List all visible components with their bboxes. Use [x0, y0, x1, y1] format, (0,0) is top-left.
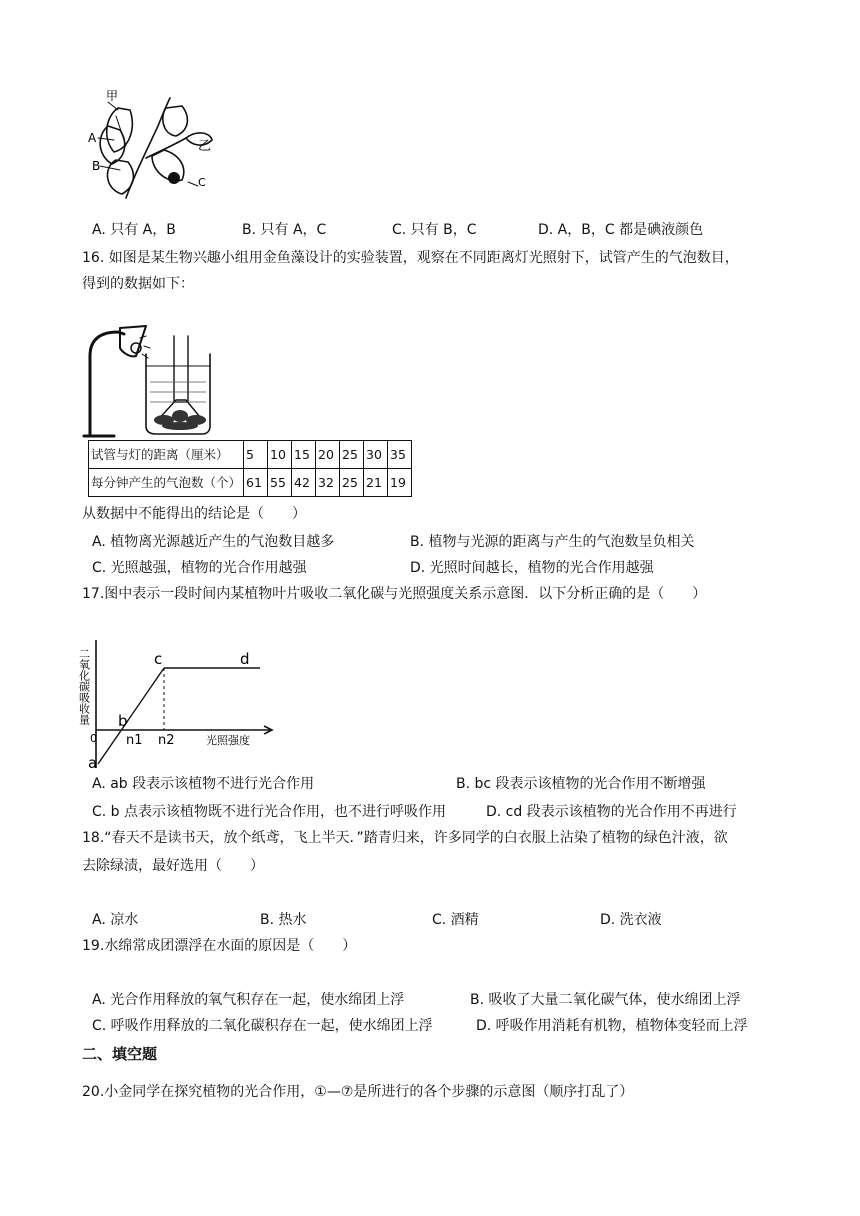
n2-label: n2 — [158, 733, 175, 748]
leaf-figure — [86, 86, 216, 206]
q19-option-c[interactable]: C. 呼吸作用释放的二氧化碳积存在一起，使水绵团上浮 — [92, 1018, 433, 1034]
q17-option-c[interactable]: C. b 点表示该植物既不进行光合作用，也不进行呼吸作用 — [92, 804, 447, 820]
q17-option-b[interactable]: B. bc 段表示该植物的光合作用不断增强 — [456, 776, 706, 792]
table-cell: 21 — [364, 469, 388, 497]
x-axis-label: 光照强度 — [206, 734, 250, 747]
co2-light-graph — [77, 634, 282, 774]
row2-label: 每分钟产生的气泡数（个） — [89, 469, 244, 497]
q15-option-b[interactable]: B. 只有 A，C — [242, 222, 327, 238]
label-jia: 甲 — [106, 89, 119, 103]
apparatus-figure — [84, 322, 214, 440]
table-cell: 25 — [340, 441, 364, 469]
q16-question: 从数据中不能得出的结论是（ ） — [82, 506, 306, 522]
table-cell: 19 — [388, 469, 412, 497]
n1-label: n1 — [126, 733, 143, 748]
q18-option-c[interactable]: C. 酒精 — [432, 912, 479, 928]
table-cell: 20 — [316, 441, 340, 469]
q16-stem-line1: 16. 如图是某生物兴趣小组用金鱼藻设计的实验装置，观察在不同距离灯光照射下，试管产生的气泡数目， — [82, 250, 739, 266]
table-cell: 32 — [316, 469, 340, 497]
table-cell: 42 — [292, 469, 316, 497]
row1-label: 试管与灯的距离（厘米） — [89, 441, 244, 469]
q15-option-a[interactable]: A. 只有 A，B — [92, 222, 176, 238]
table-row — [89, 469, 412, 497]
q16-option-d[interactable]: D. 光照时间越长，植物的光合作用越强 — [410, 560, 654, 576]
q16-option-b[interactable]: B. 植物与光源的距离与产生的气泡数呈负相关 — [410, 534, 695, 550]
label-B: B — [92, 159, 101, 173]
table-cell: 5 — [244, 441, 268, 469]
q18-option-a[interactable]: A. 凉水 — [92, 912, 139, 928]
section-title: 二、填空题 — [82, 1045, 158, 1063]
q17-option-a[interactable]: A. ab 段表示该植物不进行光合作用 — [92, 776, 315, 792]
point-a-label: a — [88, 754, 98, 772]
q17-stem: 17.图中表示一段时间内某植物叶片吸收二氧化碳与光照强度关系示意图．以下分析正确的是（ ） — [82, 586, 707, 602]
q19-option-a[interactable]: A. 光合作用释放的氧气积存在一起，使水绵团上浮 — [92, 992, 405, 1008]
q17-option-d[interactable]: D. cd 段表示该植物的光合作用不再进行 — [486, 804, 737, 820]
q16-option-a[interactable]: A. 植物离光源越近产生的气泡数目越多 — [92, 534, 335, 550]
table-cell: 35 — [388, 441, 412, 469]
q15-option-d[interactable]: D. A，B，C 都是碘液颜色 — [538, 222, 704, 238]
table-cell: 30 — [364, 441, 388, 469]
label-yi: 乙 — [198, 139, 212, 154]
q18-stem-line1: 18.“春天不是读书天，放个纸鸢，飞上半天．”踏青归来，许多同学的白衣服上沾染了植物的绿色汁液，欲 — [82, 830, 728, 846]
q19-option-d[interactable]: D. 呼吸作用消耗有机物，植物体变轻而上浮 — [476, 1018, 748, 1034]
origin-label: 0 — [90, 732, 97, 745]
q20-stem: 20.小金同学在探究植物的光合作用，①—⑦是所进行的各个步骤的示意图（顺序打乱了） — [82, 1084, 634, 1100]
data-table — [88, 440, 412, 497]
q19-stem: 19.水绵常成团漂浮在水面的原因是（ ） — [82, 938, 357, 954]
point-d-label: d — [240, 650, 250, 668]
point-c-label: c — [154, 650, 163, 668]
label-A: A — [88, 131, 97, 145]
table-cell: 15 — [292, 441, 316, 469]
q15-option-c[interactable]: C. 只有 B，C — [392, 222, 477, 238]
table-row — [89, 441, 412, 469]
q19-option-b[interactable]: B. 吸收了大量二氧化碳气体，使水绵团上浮 — [470, 992, 741, 1008]
q18-stem-line2: 去除绿渍，最好选用（ ） — [82, 858, 264, 874]
q16-option-c[interactable]: C. 光照越强，植物的光合作用越强 — [92, 560, 307, 576]
table-cell: 25 — [340, 469, 364, 497]
table-cell: 10 — [268, 441, 292, 469]
table-cell: 55 — [268, 469, 292, 497]
q18-option-d[interactable]: D. 洗衣液 — [600, 912, 662, 928]
y-axis-label: 二氧化碳吸收量 — [77, 648, 91, 725]
dark-spot — [168, 172, 180, 184]
q16-stem-line2: 得到的数据如下： — [82, 276, 194, 292]
point-b-label: b — [118, 712, 128, 730]
q18-option-b[interactable]: B. 热水 — [260, 912, 307, 928]
table-cell: 61 — [244, 469, 268, 497]
label-C: C — [198, 176, 206, 189]
